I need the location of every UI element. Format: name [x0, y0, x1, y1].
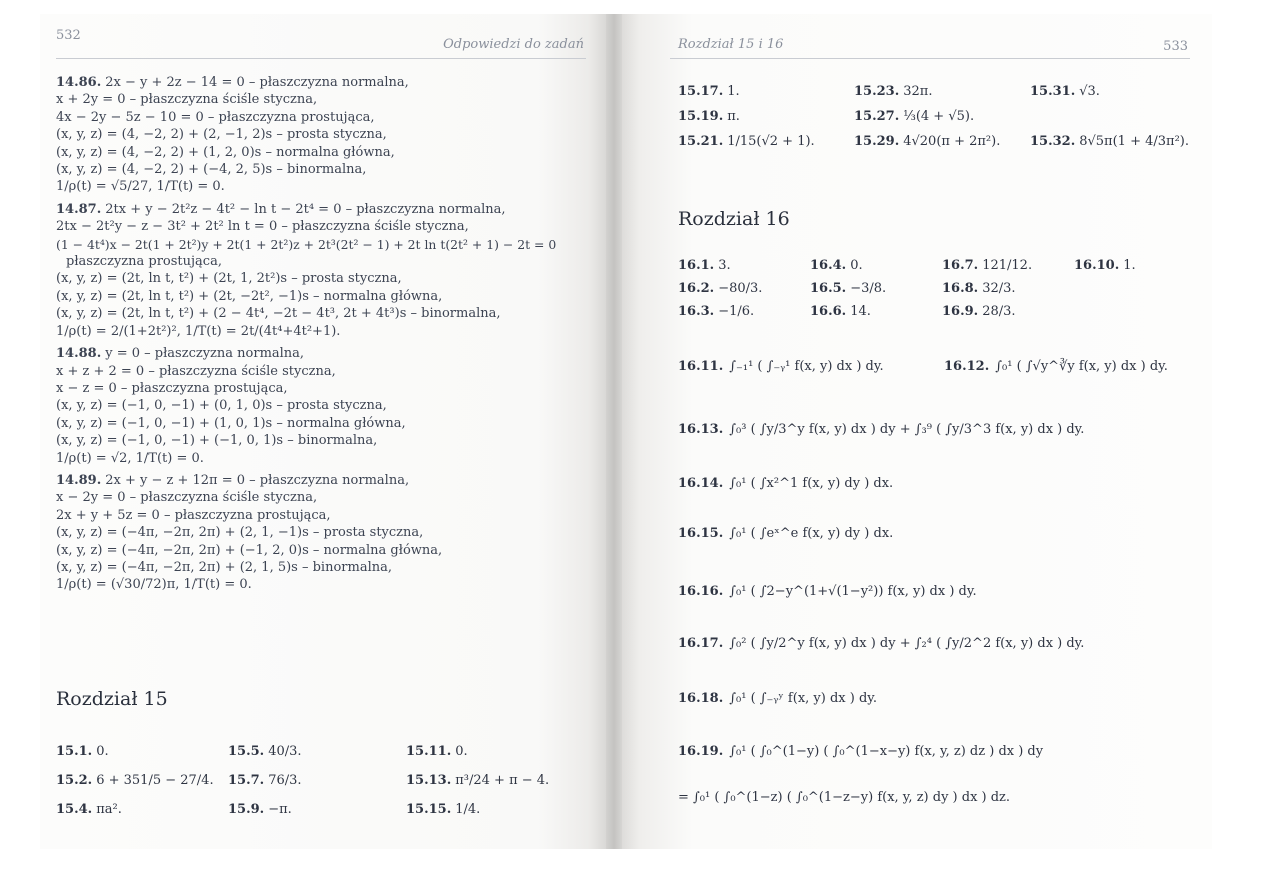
answer-line: y = 0 – płaszczyzna normalna, [105, 346, 305, 362]
integral-16-19-continued [678, 790, 1010, 805]
answer-value: 14. [850, 304, 871, 319]
grid-answer [228, 802, 406, 817]
integral-16-19 [678, 744, 1043, 759]
answer-line: (x, y, z) = (−1, 0, −1) + (0, 1, 0)s – prosta styczna, [56, 398, 387, 414]
integral-expr: ∫₋₁¹ ( ∫₋ᵧ¹ f(x, y) dx ) dy. [729, 359, 884, 374]
grid-answer [406, 744, 576, 759]
grid-answer [228, 744, 406, 759]
integral-16-11 [678, 359, 884, 374]
answer-line: x − z = 0 – płaszczyzna prostująca, [56, 380, 288, 396]
answer-label: 16.4. [810, 258, 847, 273]
grid-answer [854, 84, 1030, 99]
answer-label: 16.12. [944, 359, 990, 374]
answer-14-87 [56, 201, 604, 340]
answer-line: 1/ρ(t) = √5/27, 1/T(t) = 0. [56, 179, 225, 195]
answer-line: (x, y, z) = (2t, ln t, t²) + (2t, −2t², −1)s – normalna główna, [56, 288, 443, 304]
answer-line: 1/ρ(t) = (√30/72)π, 1/T(t) = 0. [56, 577, 252, 593]
grid-answer [56, 744, 228, 759]
integral-16-13 [678, 422, 1084, 437]
answer-line: 1/ρ(t) = √2, 1/T(t) = 0. [56, 450, 204, 466]
answer-label: 16.15. [678, 526, 724, 541]
answer-label: 16.18. [678, 691, 724, 706]
integral-16-18 [678, 691, 877, 706]
chapter-title: Rozdział 15 [56, 688, 168, 710]
answer-value: 28/3. [982, 304, 1016, 319]
answer-label: 16.13. [678, 422, 724, 437]
grid-answer [678, 281, 810, 296]
answer-label: 16.9. [942, 304, 979, 319]
integral-expr: ∫₀³ ( ∫y/3^y f(x, y) dx ) dy + ∫₃⁹ ( ∫y/3^3 f(x, y) dx ) dy. [729, 422, 1085, 437]
answer-line: 1/ρ(t) = 2/(1+2t²)², 1/T(t) = 2t/(4t⁴+4t²+1). [56, 323, 341, 339]
answer-label: 16.5. [810, 281, 847, 296]
grid-answer [678, 109, 854, 124]
answer-label: 16.17. [678, 636, 724, 651]
answer-line: (x, y, z) = (−4π, −2π, 2π) + (2, 1, 5)s – binormalna, [56, 559, 392, 575]
integral-expr: ∫₀¹ ( ∫√y^∛y f(x, y) dx ) dy. [995, 359, 1168, 374]
answer-line: (x, y, z) = (2t, ln t, t²) + (2t, 1, 2t²)s – prosta styczna, [56, 271, 402, 287]
answer-value: 1. [727, 84, 740, 99]
answer-label: 14.87. [56, 201, 102, 217]
book-gutter [606, 14, 622, 849]
answer-label: 15.21. [678, 134, 724, 149]
answer-value: 121/12. [982, 258, 1033, 273]
answer-label: 15.4. [56, 802, 93, 817]
answer-value: −π. [268, 802, 292, 817]
page-number: 532 [56, 28, 81, 43]
left-page [40, 14, 606, 849]
answer-line: x − 2y = 0 – płaszczyzna ściśle styczna, [56, 490, 318, 506]
answers-14 [56, 74, 604, 599]
answer-line: (x, y, z) = (−4π, −2π, 2π) + (−1, 2, 0)s – normalna główna, [56, 542, 443, 558]
answer-line: 2x − y + 2z − 14 = 0 – płaszczyzna normalna, [105, 75, 409, 90]
header-rule [56, 58, 586, 59]
right-page [622, 14, 1212, 849]
grid-answer [1074, 258, 1174, 273]
answer-label: 16.11. [678, 359, 724, 374]
answer-value: 1/15(√2 + 1). [727, 134, 815, 149]
answer-label: 16.19. [678, 744, 724, 759]
answer-label: 16.2. [678, 281, 715, 296]
answer-label: 14.88. [56, 346, 102, 362]
grid-answer [678, 134, 854, 149]
answer-label: 15.29. [854, 134, 900, 149]
answer-label: 15.1. [56, 744, 93, 759]
integral-16-17 [678, 636, 1084, 651]
answer-label: 15.7. [228, 773, 265, 788]
integral-expr: ∫₀¹ ( ∫₋ᵧʸ f(x, y) dx ) dy. [729, 691, 878, 706]
answer-line: (x, y, z) = (2t, ln t, t²) + (2 − 4t⁴, −2t − 4t³, 2t + 4t³)s – binormalna, [56, 306, 501, 322]
answer-value: ⅓(4 + √5). [903, 109, 975, 124]
grid-empty [1074, 281, 1174, 296]
answer-label: 14.89. [56, 472, 102, 488]
integral-16-12 [944, 359, 1168, 374]
answer-label: 15.32. [1030, 134, 1076, 149]
answer-label: 15.31. [1030, 84, 1076, 99]
integral-expr: ∫₀¹ ( ∫2−y^(1+√(1−y²)) f(x, y) dx ) dy. [729, 584, 977, 599]
answer-value: −80/3. [718, 281, 763, 296]
grid-answer [56, 802, 228, 817]
header-rule [670, 58, 1190, 59]
answer-value: π³/24 + π − 4. [455, 773, 550, 788]
grid-answer [678, 304, 810, 319]
integral-expr: ∫₀¹ ( ∫x²^1 f(x, y) dy ) dx. [729, 476, 894, 491]
grid-answer [406, 773, 576, 788]
answer-line: 4x − 2y − 5z − 10 = 0 – płaszczyzna prostująca, [56, 109, 375, 125]
grid-answer [942, 304, 1074, 319]
answer-line: (x, y, z) = (−1, 0, −1) + (−1, 0, 1)s – binormalna, [56, 433, 378, 449]
answer-label: 15.27. [854, 109, 900, 124]
answer-line: płaszczyzna prostująca, [66, 254, 222, 270]
answer-line: (x, y, z) = (4, −2, 2) + (1, 2, 0)s – normalna główna, [56, 144, 395, 160]
answer-value: −3/8. [850, 281, 887, 296]
answer-line: 2tx − 2t²y − z − 3t² + 2t² ln t = 0 – płaszczyzna ściśle styczna, [56, 219, 469, 235]
answer-label: 15.19. [678, 109, 724, 124]
answer-label: 16.6. [810, 304, 847, 319]
answers-15-right [678, 84, 1212, 149]
grid-answer [810, 281, 942, 296]
answer-value: 6 + 351/5 − 27/4. [96, 773, 214, 788]
running-head: Rozdział 15 i 16 [678, 37, 784, 52]
answer-line: 2x + y − z + 12π = 0 – płaszczyzna normalna, [105, 472, 410, 488]
grid-answer [942, 281, 1074, 296]
grid-answer [810, 258, 942, 273]
integral-16-16 [678, 584, 977, 599]
answer-value: 40/3. [268, 744, 302, 759]
grid-answer [678, 258, 810, 273]
integral-16-14 [678, 476, 893, 491]
integral-expr: ∫₀¹ ( ∫eˣ^e f(x, y) dy ) dx. [729, 526, 894, 541]
answer-value: −1/6. [718, 304, 755, 319]
answer-value: 3. [718, 258, 731, 273]
grid-answer [678, 84, 854, 99]
grid-answer [810, 304, 942, 319]
answer-value: 8√5π(1 + 4/3π²). [1079, 134, 1189, 149]
integral-expr: ∫₀² ( ∫y/2^y f(x, y) dx ) dy + ∫₂⁴ ( ∫y/2^2 f(x, y) dx ) dy. [729, 636, 1085, 651]
answer-value: π. [727, 109, 740, 124]
page-number: 533 [1163, 39, 1188, 54]
chapter-title: Rozdział 16 [678, 208, 790, 230]
answer-value: 0. [96, 744, 109, 759]
answer-label: 16.10. [1074, 258, 1120, 273]
answer-label: 16.8. [942, 281, 979, 296]
answer-label: 16.3. [678, 304, 715, 319]
grid-answer [854, 134, 1030, 149]
answers-16-short [678, 258, 1178, 319]
answer-value: 76/3. [268, 773, 302, 788]
answer-label: 15.15. [406, 802, 452, 817]
integral-expr: = ∫₀¹ ( ∫₀^(1−z) ( ∫₀^(1−z−y) f(x, y, z) dy ) dx ) dz. [678, 790, 1011, 805]
answer-line: (x, y, z) = (−4π, −2π, 2π) + (2, 1, −1)s – prosta styczna, [56, 525, 424, 541]
answer-line: 2x + y + 5z = 0 – płaszczyzna prostująca, [56, 507, 331, 523]
integral-16-15 [678, 526, 893, 541]
grid-answer [854, 109, 1030, 124]
grid-answer [56, 773, 228, 788]
answer-line: (x, y, z) = (4, −2, 2) + (−4, 2, 5)s – binormalna, [56, 162, 367, 178]
answer-label: 16.16. [678, 584, 724, 599]
answer-value: 32/3. [982, 281, 1016, 296]
grid-answer [228, 773, 406, 788]
answer-value: √3. [1079, 84, 1100, 99]
answer-line: x + 2y = 0 – płaszczyzna ściśle styczna, [56, 92, 318, 108]
answer-value: 0. [850, 258, 863, 273]
answer-line: (x, y, z) = (−1, 0, −1) + (1, 0, 1)s – normalna główna, [56, 415, 406, 431]
answer-value: πa². [96, 802, 122, 817]
answer-value: 32π. [903, 84, 933, 99]
grid-answer [1030, 134, 1212, 149]
answers-15-left [56, 744, 576, 817]
answer-label: 14.86. [56, 75, 102, 90]
answer-label: 15.13. [406, 773, 452, 788]
answer-value: 0. [455, 744, 468, 759]
grid-empty [1030, 109, 1212, 124]
answer-label: 15.5. [228, 744, 265, 759]
grid-answer [406, 802, 576, 817]
answer-14-89 [56, 472, 604, 594]
answer-line: x + z + 2 = 0 – płaszczyzna ściśle styczna, [56, 363, 336, 379]
answer-14-88 [56, 345, 604, 467]
answer-label: 15.9. [228, 802, 265, 817]
answer-line: (1 − 4t⁴)x − 2t(1 + 2t²)y + 2t(1 + 2t²)z + 2t³(2t² − 1) + 2t ln t(2t² + 1) − 2t = 0 [56, 236, 557, 252]
integral-expr: ∫₀¹ ( ∫₀^(1−y) ( ∫₀^(1−x−y) f(x, y, z) dz ) dx ) dy [729, 744, 1044, 759]
answer-line: (x, y, z) = (4, −2, 2) + (2, −1, 2)s – prosta styczna, [56, 127, 387, 143]
answer-value: 1/4. [455, 802, 481, 817]
answer-value: 1. [1123, 258, 1136, 273]
answer-label: 15.23. [854, 84, 900, 99]
answer-label: 15.2. [56, 773, 93, 788]
grid-empty [1074, 304, 1174, 319]
running-head: Odpowiedzi do zadań [443, 37, 584, 52]
answer-label: 15.11. [406, 744, 452, 759]
answer-14-86 [56, 74, 604, 196]
grid-answer [942, 258, 1074, 273]
answer-label: 16.7. [942, 258, 979, 273]
grid-answer [1030, 84, 1212, 99]
answer-value: 4√20(π + 2π²). [903, 134, 1001, 149]
answer-label: 15.17. [678, 84, 724, 99]
answer-line: 2tx + y − 2t²z − 4t² − ln t − 2t⁴ = 0 – płaszczyzna normalna, [105, 201, 506, 217]
answer-label: 16.1. [678, 258, 715, 273]
answer-label: 16.14. [678, 476, 724, 491]
